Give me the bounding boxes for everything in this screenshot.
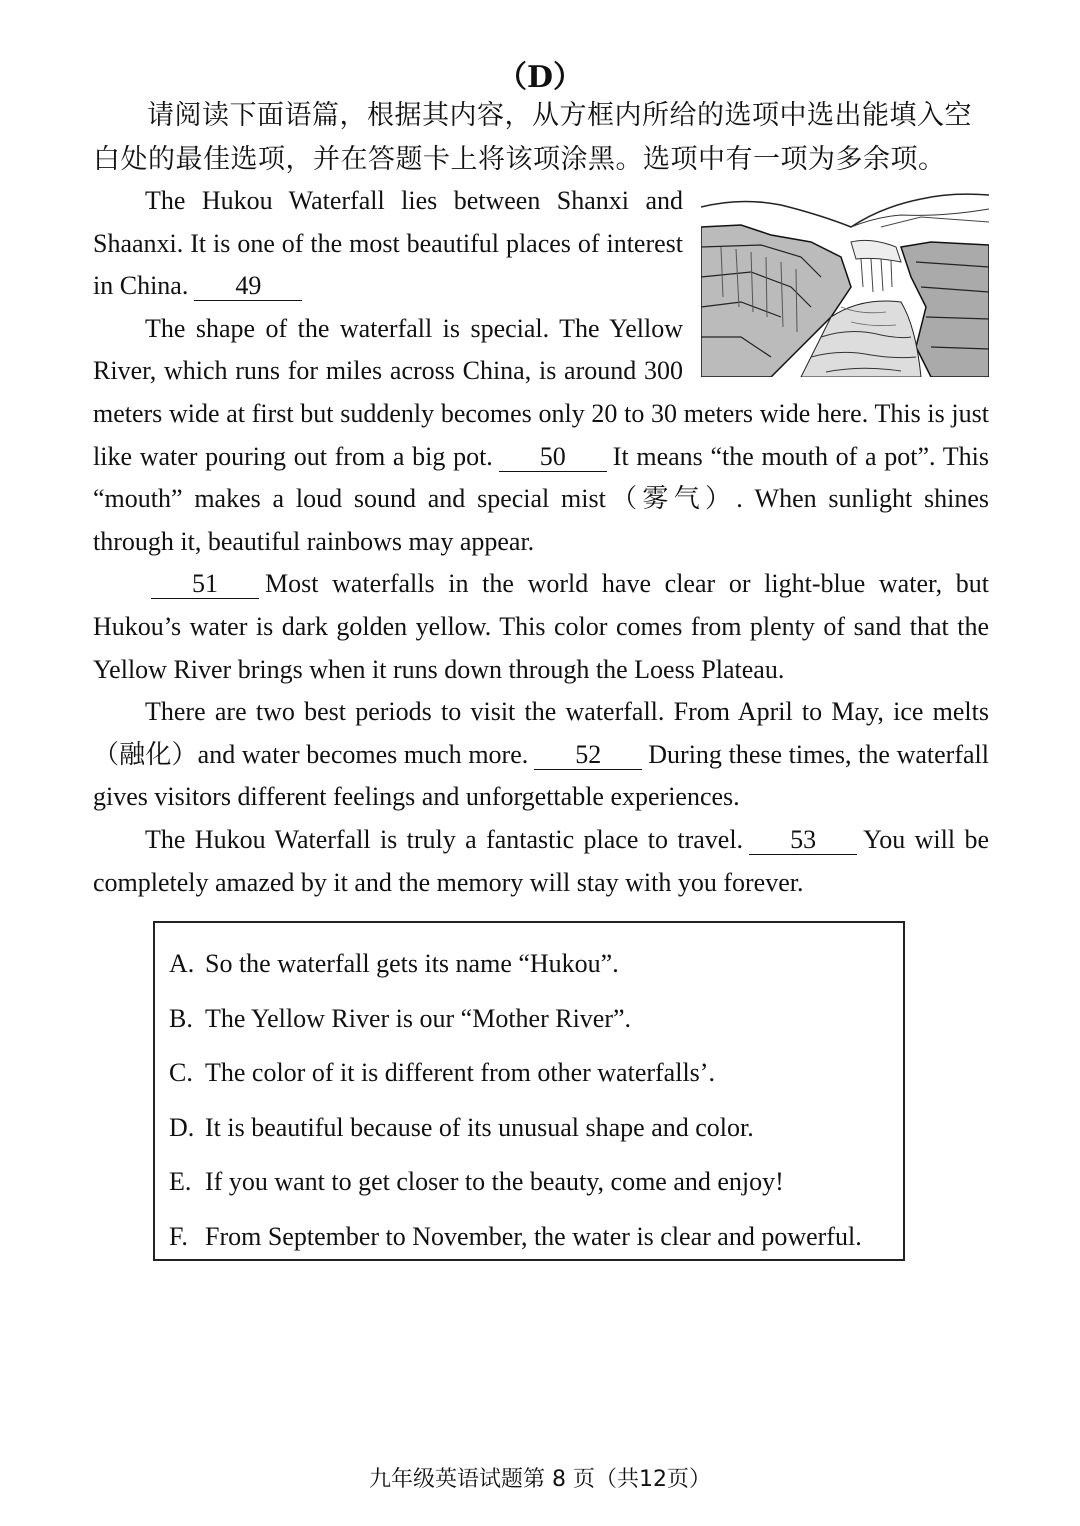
blank-49: 49 [194, 272, 302, 301]
option-f: F. From September to November, the water is clear and powerful. [169, 1221, 862, 1251]
paragraph-5: The Hukou Waterfall is truly a fantastic place to travel. 53 You will be completely amazed by it and the memory will stay with you forever. [93, 824, 989, 897]
blank-50: 50 [499, 443, 607, 472]
paragraph-4: There are two best periods to visit the waterfall. From April to May, ice melts（融化）and water becomes much more. 52 During these times, the waterfall gives visitors different feelings and unforgettable experiences. [93, 697, 989, 812]
paragraph-3: 51 Most waterfalls in the world have clear or light-blue water, but Hukou’s water is dark golden yellow. This color comes from plenty of sand that the Yellow River brings when it runs down through the Loess Plateau. [93, 569, 989, 684]
section-title: （D） [496, 60, 583, 95]
option-d: D. It is beautiful because of its unusual shape and color. [169, 1112, 754, 1142]
option-a: A. So the waterfall gets its name “Hukou”. [169, 949, 619, 978]
option-b: B. The Yellow River is our “Mother River”. [169, 1003, 632, 1033]
page-footer: 九年级英语试题第 8 页（共12页） [369, 1467, 711, 1492]
waterfall-illustration [701, 187, 989, 377]
instructions: 请阅读下面语篇，根据其内容，从方框内所给的选项中选出能填入空白处的最佳选项，并在答题卡上将该项涂黑。选项中有一项为多余项。 [93, 100, 972, 175]
options-box [153, 921, 905, 1261]
option-c: C. The color of it is different from other waterfalls’. [169, 1058, 715, 1087]
blank-52: 52 [534, 741, 642, 770]
option-e: E. If you want to get closer to the beauty, come and enjoy! [169, 1167, 784, 1196]
blank-53: 53 [749, 826, 857, 855]
paragraph-2: The shape of the waterfall is special. The Yellow River, which runs for miles across China, is around 300 meters wide at first but suddenly becomes only 20 to 30 meters wide here. This is just like water pouring out from a big pot. 50 It means “the mouth of a pot”. This “mouth” makes a loud sound and special mist（雾气）. When sunlight shines through it, beautiful rainbows may appear. [93, 313, 989, 556]
blank-51: 51 [151, 570, 259, 599]
paragraph-1: The Hukou Waterfall lies between Shanxi and Shaanxi. It is one of the most beautiful places of interest in China. 49 [93, 186, 683, 301]
reading-passage [93, 180, 989, 904]
